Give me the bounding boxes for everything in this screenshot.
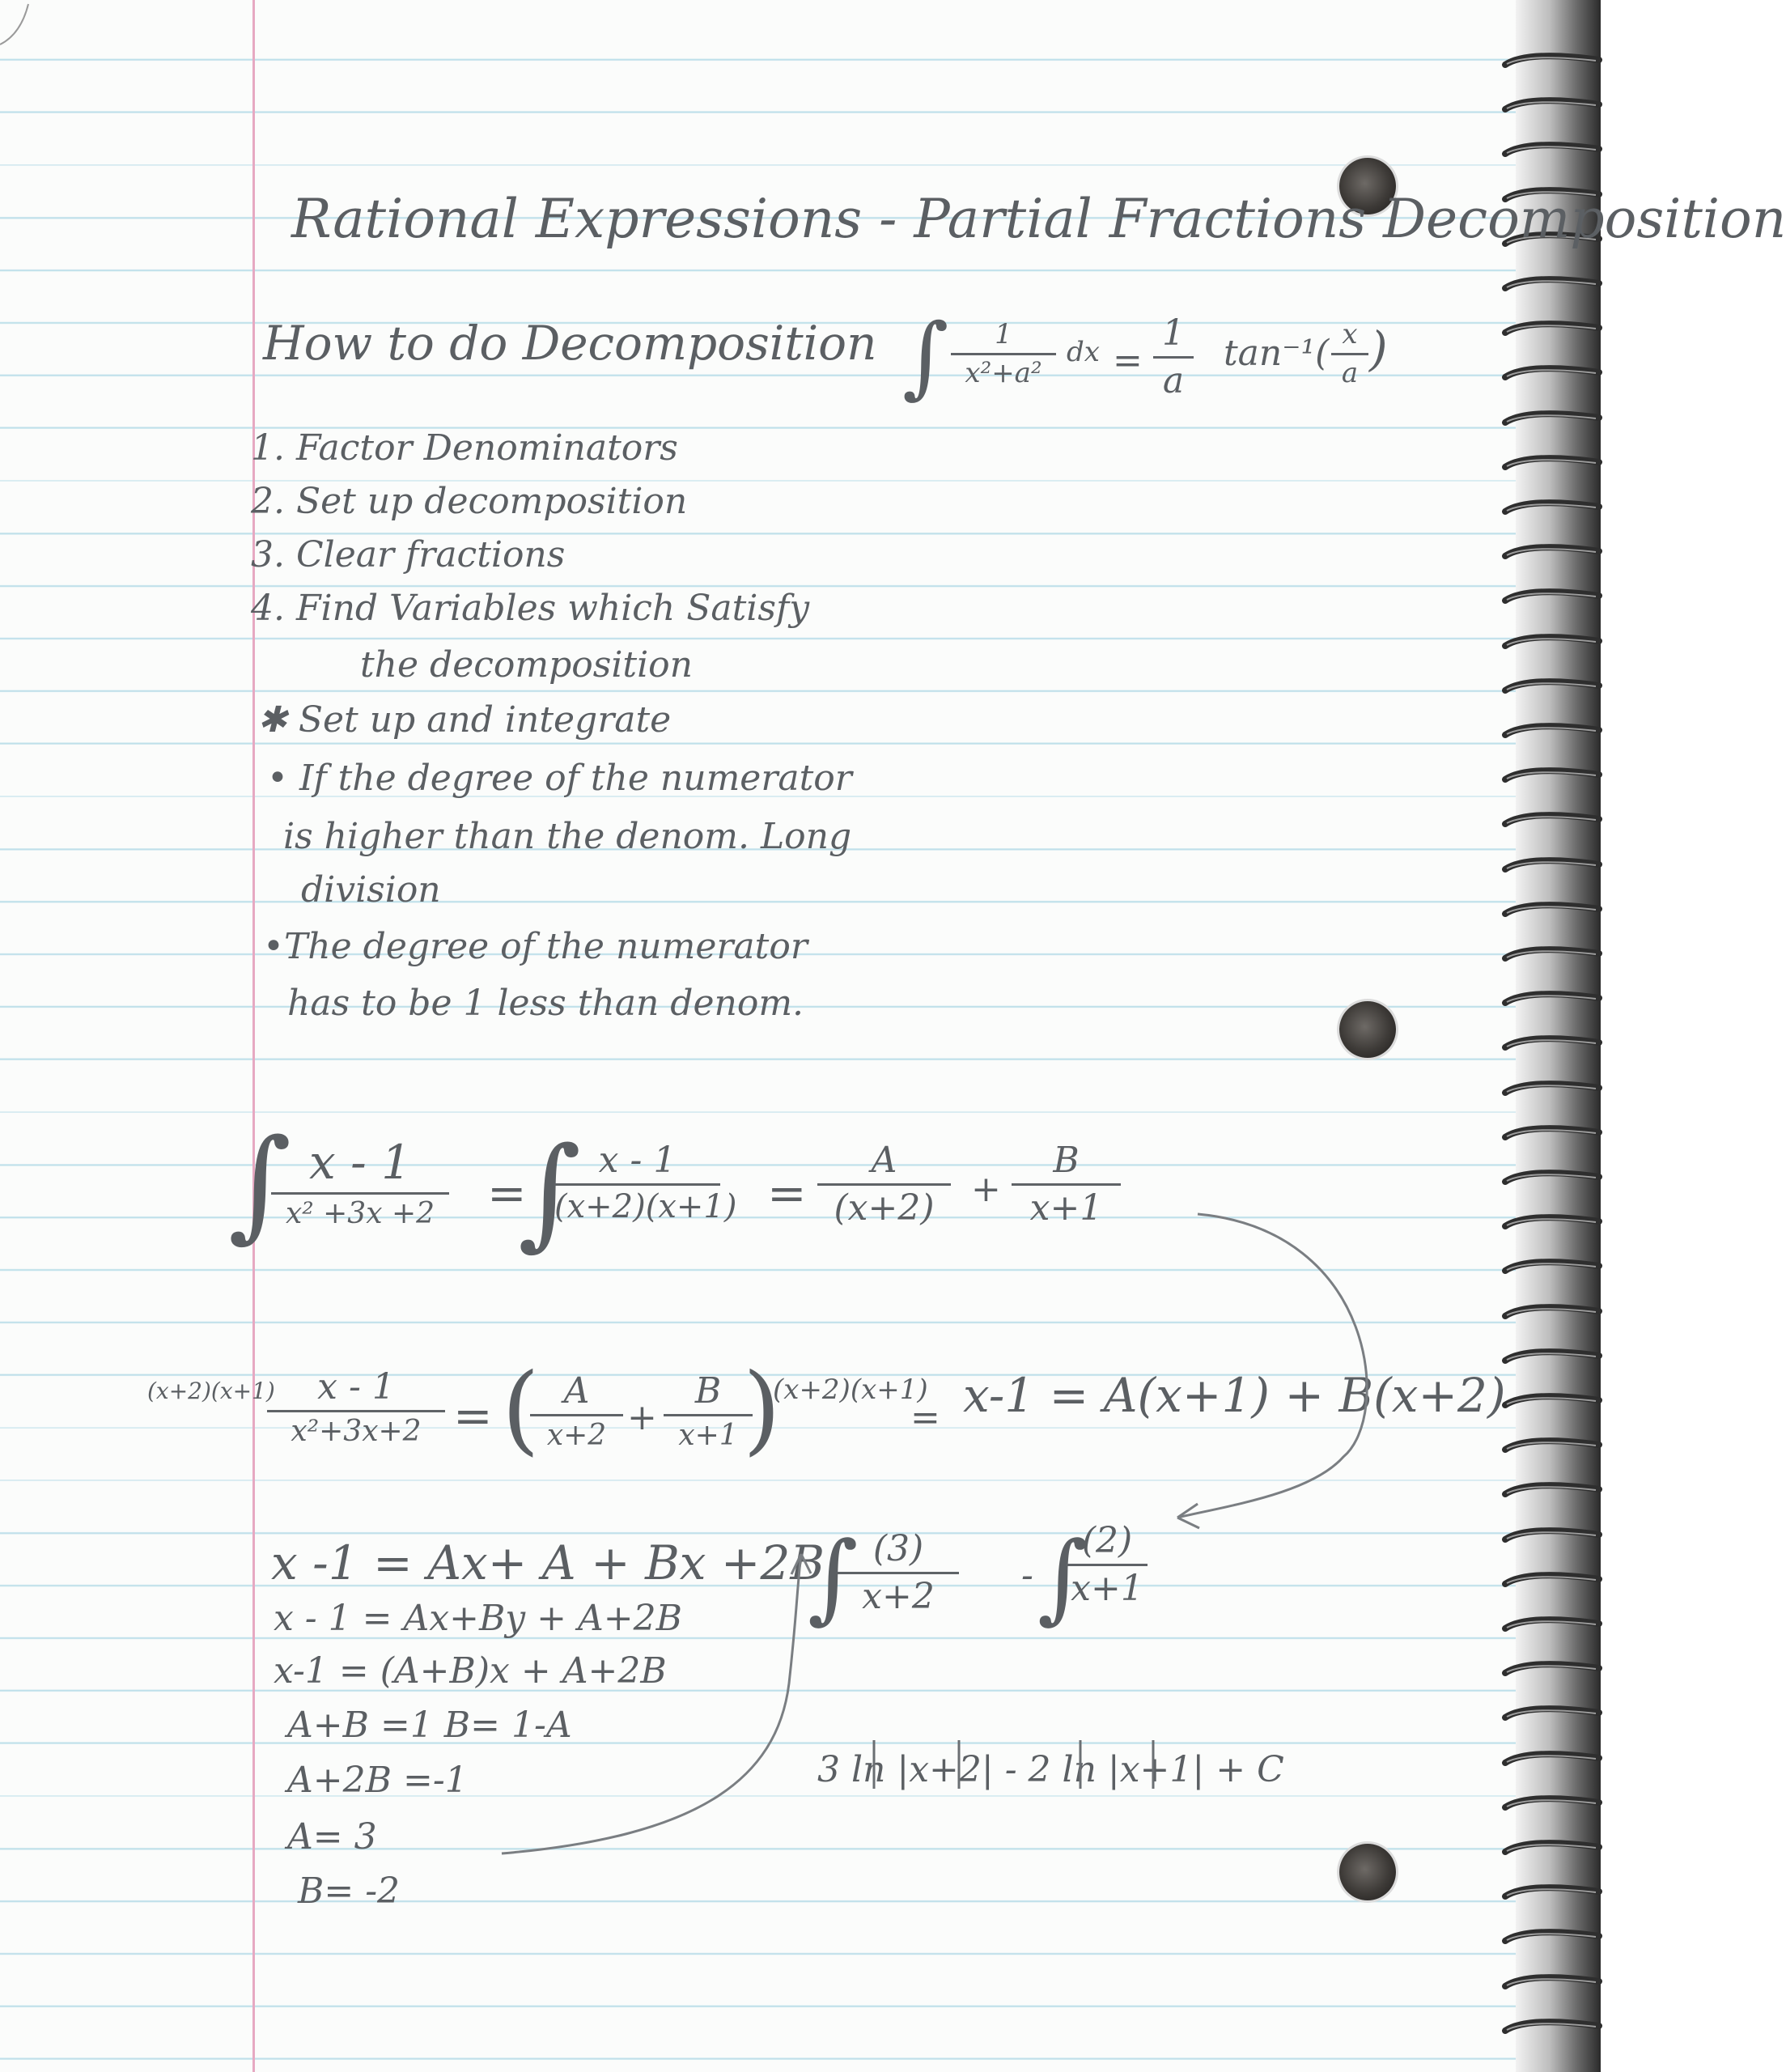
solve-line-1: x -1 = Ax+ A + Bx +2B: [271, 1535, 825, 1590]
clear-a-numerator: A: [563, 1370, 590, 1412]
arrow-decomposition-to-final: [1177, 1214, 1367, 1518]
partial-b-denominator: x+1: [1029, 1187, 1103, 1229]
factored-denominator: (x+2)(x+1): [554, 1188, 737, 1226]
clear-plus: +: [627, 1397, 657, 1438]
final-2-denominator: x+1: [1071, 1568, 1143, 1610]
integral-sign-1: ∫: [228, 1114, 292, 1255]
step-3: 3. Clear fractions: [251, 534, 566, 575]
bullet-2-line-2: has to be 1 less than denom.: [287, 983, 804, 1024]
clearing-suffix: (x+2)(x+1): [773, 1374, 928, 1406]
clear-a-denominator: x+2: [546, 1419, 607, 1453]
formula-arctan: tan⁻¹(: [1224, 333, 1330, 374]
pencil-mark-corner: [0, 4, 28, 45]
step-4-continued: the decomposition: [360, 644, 693, 686]
solve-line-5: A+2B =-1: [287, 1760, 468, 1801]
partial-b-numerator: B: [1053, 1140, 1080, 1181]
open-paren: (: [502, 1353, 540, 1466]
plus-sign: +: [971, 1169, 1001, 1210]
clear-b-numerator: B: [694, 1370, 722, 1412]
step-4: 4. Find Variables which Satisfy: [251, 588, 810, 629]
coefficient-denominator: a: [1162, 360, 1185, 402]
solve-line-4: A+B =1 B= 1-A: [287, 1705, 572, 1746]
solve-line-2: x - 1 = Ax+By + A+2B: [274, 1598, 682, 1639]
bullet-1: • If the degree of the numerator: [267, 758, 852, 799]
equals-2: =: [767, 1166, 807, 1221]
solve-value-a: A= 3: [287, 1816, 377, 1858]
step-1: 1. Factor Denominators: [251, 427, 678, 469]
final-2-numerator: (2): [1081, 1520, 1133, 1561]
clear-equals-2: =: [910, 1397, 940, 1438]
bullet-2: •The degree of the numerator: [263, 926, 808, 967]
formula-numerator: 1: [995, 318, 1012, 350]
close-paren: ): [743, 1353, 781, 1466]
clear-denominator: x²+3x+2: [291, 1415, 422, 1449]
example-denominator: x² +3x +2: [285, 1196, 435, 1230]
clear-numerator: x - 1: [317, 1366, 395, 1408]
integral-sign: ∫: [902, 304, 949, 408]
absolute-bars: [874, 1740, 1153, 1789]
integral-sign-4: ∫: [1037, 1522, 1088, 1634]
example-numerator: x - 1: [308, 1135, 412, 1190]
step-2: 2. Set up decomposition: [251, 481, 688, 522]
formula-close-paren: ): [1369, 321, 1388, 376]
argument-denominator: a: [1341, 357, 1359, 390]
formula-denominator: x²+a²: [965, 357, 1042, 390]
bullet-1-line-3: division: [301, 869, 441, 911]
formula-dx: dx: [1067, 336, 1100, 368]
page-title: Rational Expressions - Partial Fractions Decomposition: [291, 188, 1786, 250]
integral-sign-2: ∫: [518, 1122, 582, 1263]
final-1-denominator: x+2: [862, 1576, 935, 1618]
solve-line-3: x-1 = (A+B)x + A+2B: [274, 1650, 667, 1692]
final-answer: 3 ln |x+2| - 2 ln |x+1| + C: [817, 1749, 1284, 1790]
bullet-1-line-2: is higher than the denom. Long: [283, 816, 852, 857]
formula-equals: =: [1113, 340, 1143, 381]
clear-equals: =: [453, 1388, 493, 1443]
integral-sign-3: ∫: [808, 1522, 859, 1634]
cleared-equation: x-1 = A(x+1) + B(x+2): [963, 1368, 1506, 1423]
clearing-multiplier: (x+2)(x+1): [147, 1378, 275, 1404]
partial-a-denominator: (x+2): [834, 1187, 935, 1229]
section-heading: How to do Decomposition: [263, 316, 877, 371]
clear-b-denominator: x+1: [678, 1419, 738, 1453]
arrow-solution-to-integral: [502, 1554, 801, 1853]
partial-a-numerator: A: [871, 1140, 897, 1181]
final-minus: -: [1021, 1555, 1033, 1596]
factored-numerator: x - 1: [598, 1140, 677, 1181]
final-1-numerator: (3): [872, 1528, 924, 1569]
coefficient-numerator: 1: [1162, 312, 1185, 354]
solve-value-b: B= -2: [298, 1870, 401, 1912]
argument-numerator: x: [1342, 318, 1358, 350]
equals-1: =: [487, 1166, 527, 1221]
step-integrate: ✱ Set up and integrate: [257, 699, 672, 741]
